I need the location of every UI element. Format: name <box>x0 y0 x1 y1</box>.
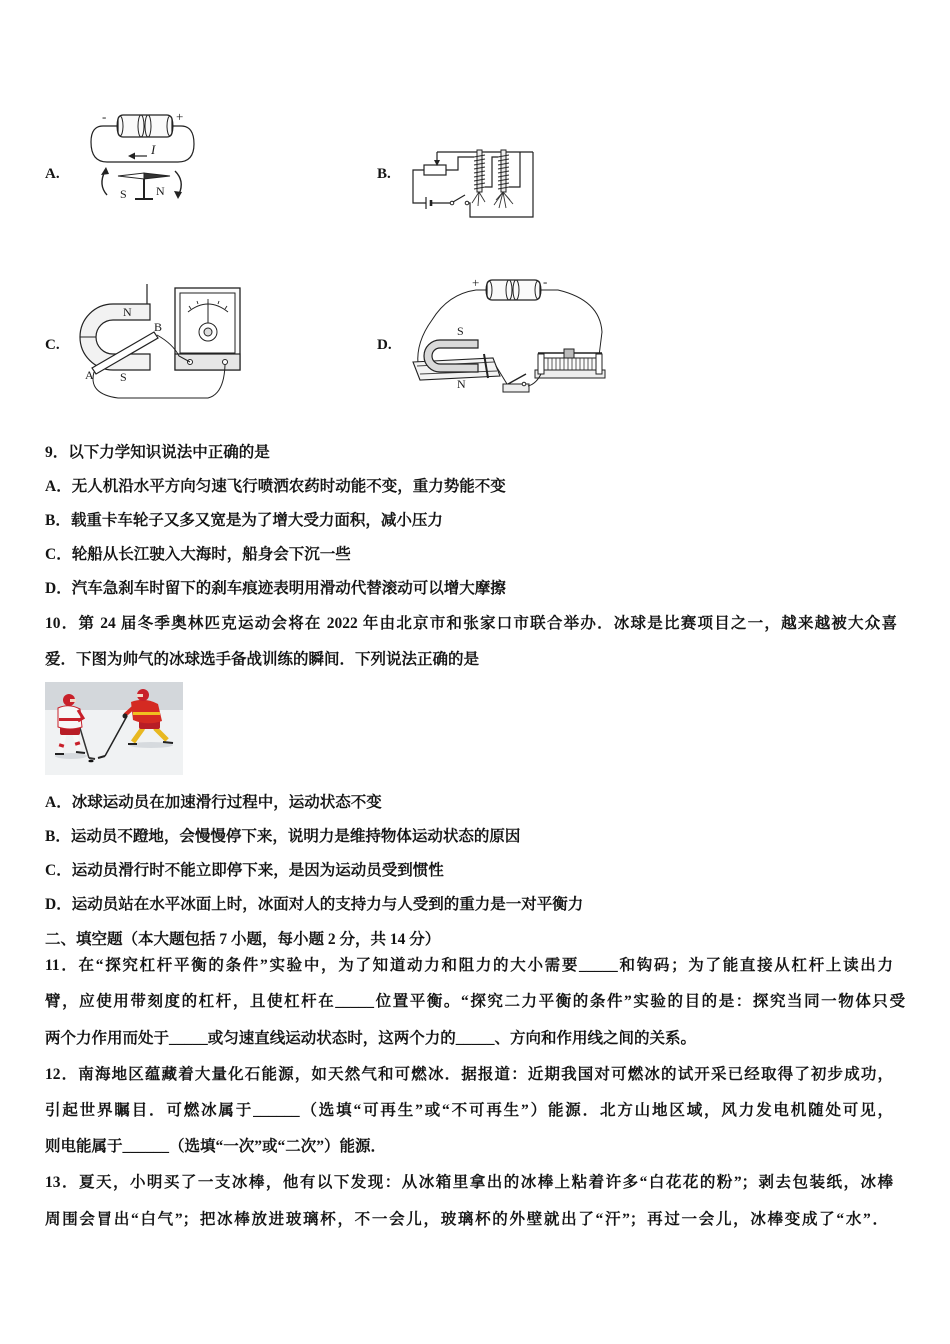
figure-option-c-label: C. <box>45 337 60 353</box>
figure-c-diagram <box>78 282 248 404</box>
electromagnet-1-windings <box>474 155 485 189</box>
question-13-line-2: 周围会冒出“白气”；把冰棒放进玻璃杯，不一会儿，玻璃杯的外壁就出了“汗”；再过一会儿，冰棒变成了“水”． <box>45 1211 888 1228</box>
player-1-jersey <box>58 706 82 729</box>
question-11-line-2: 臂，应使用带刻度的杠杆，且使杠杆在_____位置平衡。“探究二力平衡的条件”实验的目的是：探究当同一物体只受 <box>45 993 905 1010</box>
question-10-option-b: B．运动员不蹬地，会慢慢停下来，说明力是维持物体运动状态的原因 <box>45 828 521 845</box>
question-10-option-c: C．运动员滑行时不能立即停下来，是因为运动员受到惯性 <box>45 862 444 879</box>
compass-south-label: S <box>120 187 127 201</box>
compass-needle-south-half <box>118 173 144 179</box>
question-10-stem-line-2: 爱．下图为帅气的冰球选手备战训练的瞬间．下列说法正确的是 <box>45 651 480 668</box>
hockey-puck <box>88 760 93 763</box>
electromagnet-1-clips <box>472 192 485 206</box>
galvanometer-terminal-right <box>223 360 228 365</box>
rheostat-left-post <box>538 354 544 374</box>
switch-lever <box>453 195 465 202</box>
figure-option-b-label: B. <box>377 166 391 182</box>
figure-a-diagram <box>85 105 200 205</box>
rod-end-b-label: B <box>154 320 163 334</box>
player-1-right-sock-stripe <box>77 742 78 745</box>
question-9-option-a: A．无人机沿水平方向匀速飞行喷洒农药时动能不变，重力势能不变 <box>45 478 506 495</box>
question-10-stem-line-1: 10．第 24 届冬季奥林匹克运动会将在 2022 年由北京市和张家口市联合举办．冰球是比赛项目之一，越来越被大众喜 <box>45 615 897 632</box>
electromagnet-2-clips <box>494 192 513 208</box>
magnet-south-label: S <box>120 370 127 384</box>
rheostat-base <box>535 370 605 378</box>
ice-hockey-photo <box>45 682 183 775</box>
magnet-north-label: N <box>123 305 132 319</box>
player-2-right-skate <box>163 742 173 743</box>
coil-link-wire <box>485 157 498 187</box>
figure-option-a-label: A. <box>45 166 60 182</box>
current-symbol: I <box>151 142 156 157</box>
rotation-arrow-right <box>175 171 181 194</box>
player-1-visor <box>70 699 76 702</box>
figure-d-diagram <box>408 270 608 398</box>
coil-to-top-wire <box>509 152 520 187</box>
rod-end-a-label: A <box>85 368 94 382</box>
rheostat-right-post <box>596 354 602 374</box>
rheostat-slider <box>564 349 574 358</box>
battery-plus-sign: + <box>472 275 480 290</box>
magnet-south-label: S <box>457 324 464 338</box>
rotation-arrow-left-head <box>101 167 109 175</box>
question-10-option-d: D．运动员站在水平冰面上时，冰面对人的支持力与人受到的重力是一对平衡力 <box>45 896 584 913</box>
galvanometer-base <box>175 354 240 370</box>
rheostat-to-coil-wire <box>446 157 474 170</box>
question-9-option-c: C．轮船从长江驶入大海时，船身会下沉一些 <box>45 546 351 563</box>
battery-minus-sign: - <box>543 274 548 289</box>
battery-minus-sign: - <box>102 109 107 124</box>
switch-right-contact <box>465 201 469 205</box>
u-magnet <box>424 340 478 372</box>
player-2-glove <box>123 714 128 719</box>
player-1-left-sock-stripe <box>61 744 62 747</box>
question-13-line-1: 13．夏天，小明买了一支冰棒，他有以下发现：从冰箱里拿出的冰棒上粘着许多“白花花的粉”；剥去包装纸，冰棒 <box>45 1174 893 1191</box>
section-fill-in-title: 二、填空题（本大题包括 7 小题，每小题 2 分，共 14 分） <box>45 931 441 948</box>
compass-needle-north-half <box>144 173 170 179</box>
question-11-line-1: 11．在“探究杠杆平衡的条件”实验中，为了知道动力和阻力的大小需要_____和钩码；为了能直接从杠杆上读出力 <box>45 957 893 974</box>
question-12-line-1: 12．南海地区蕴藏着大量化石能源，如天然气和可燃冰．据报道：近期我国对可燃冰的试开采已经取得了初步成功， <box>45 1066 893 1083</box>
rotation-arrow-right-head <box>174 191 182 199</box>
battery-right-wire <box>540 290 602 356</box>
compass-north-label: N <box>156 184 165 198</box>
question-12-line-3: 则电能属于______（选填“一次”或“二次”）能源． <box>45 1138 387 1155</box>
player-2-jersey-stripe <box>133 712 160 715</box>
question-11-line-3: 两个力作用而处于_____或匀速直线运动状态时，这两个力的_____、方向和作用线之间的关系。 <box>45 1030 697 1047</box>
figure-b-diagram <box>408 145 538 223</box>
figure-option-d-label: D. <box>377 337 392 353</box>
question-9-option-d: D．汽车急刹车时留下的刹车痕迹表明用滑动代替滚动可以增大摩擦 <box>45 580 506 597</box>
galvanometer-dial-inner <box>204 328 212 336</box>
current-arrow-head <box>128 153 135 160</box>
question-12-line-2: 引起世界瞩目．可燃冰属于______（选填“可再生”或“不可再生”）能源．北方山地区域，风力发电机随处可见， <box>45 1102 893 1119</box>
question-10-option-a: A．冰球运动员在加速滑行过程中，运动状态不变 <box>45 794 382 811</box>
player-2-visor <box>137 694 143 697</box>
switch-contact <box>522 382 526 386</box>
player-1-right-skate <box>76 752 85 753</box>
magnet-north-label: N <box>457 377 466 391</box>
question-9-stem: 9．以下力学知识说法中正确的是 <box>45 444 270 461</box>
rheostat-body <box>424 165 446 175</box>
electromagnet-2-windings <box>498 155 509 189</box>
battery-plus-sign: + <box>176 109 184 124</box>
question-9-option-b: B．载重卡车轮子又多又宽是为了增大受力面积，减小压力 <box>45 512 443 529</box>
player-1-stick-blade <box>89 758 95 759</box>
